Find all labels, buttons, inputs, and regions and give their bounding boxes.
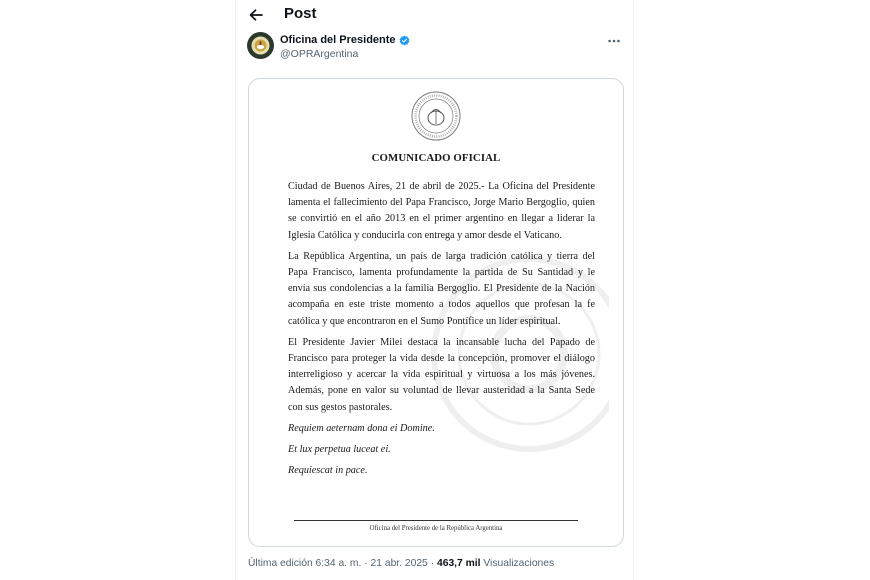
verified-badge-icon [399,35,410,46]
post-author [247,32,627,66]
document-paragraph: El Presidente Javier Milei destaca la incansable lucha del Papado de Francisco para proteger la vida desde la concepción, promover el diálogo interreligioso y acercar la vida espiritual y virtuosa a los más jóvenes. Además, pone en valor su voluntad de llevar austeridad a la Santa Sede con sus gestos pastorales. [288,336,595,413]
author-name: Oficina del Presidente [280,34,396,46]
document-title: COMUNICADO OFICIAL [371,152,501,164]
post-media-image[interactable] [248,78,624,547]
avatar[interactable] [247,32,274,59]
latin-prayer-line: Requiem aeternam dona ei Domine. [288,422,435,434]
page-title: Post [284,5,317,22]
edited-label[interactable]: Última edición [248,558,313,569]
views-count[interactable]: 463,7 mil [436,558,481,569]
latin-prayer-line: Et lux perpetua luceat ei. [288,444,391,456]
author-name-row[interactable] [280,34,410,46]
back-button[interactable] [246,6,266,24]
document-paragraph: La República Argentina, un país de larga tradición católica y tierra del Papa Francisco, lamenta profundamente la partida de Su Santidad y le envía sus condolencias a la familia Bergoglio. El Presidente de la Nación acompaña en este triste momento a todos aquellos que profesan la fe católica y que encontraron en el Sumo Pontífice un líder espiritual. [288,250,595,327]
latin-prayer-line: Requiescat in pace. [288,465,368,477]
signature-rule [294,520,578,521]
author-handle[interactable]: @OPRArgentina [280,48,359,60]
more-horizontal-icon [608,39,620,43]
more-options-button[interactable] [605,34,623,48]
views-label[interactable]: Visualizaciones [483,558,555,569]
meta-separator: · [430,558,435,569]
document-footer: Oficina del Presidente de la República Argentina [369,525,503,532]
post-date[interactable]: 21 abr. 2025 [370,558,428,569]
arrow-left-icon [249,9,263,21]
presidential-seal-icon [411,91,461,141]
post-metadata [248,558,554,569]
post-column [235,0,634,580]
post-header [236,0,633,30]
post-time[interactable]: 6:34 a. m. [315,558,362,569]
meta-separator: · [364,558,368,569]
presidential-seal-icon [247,32,274,59]
document-body [288,179,595,484]
document-paragraph: Ciudad de Buenos Aires, 21 de abril de 2025.- La Oficina del Presidente lamenta el fallecimiento del Papa Francisco, Jorge Mario Bergoglio, quien se convirtió en el año 2013 en el primer argentino en llegar a liderar la Iglesia Católica y conducirla con entrega y amor desde el Vaticano. [288,181,595,241]
